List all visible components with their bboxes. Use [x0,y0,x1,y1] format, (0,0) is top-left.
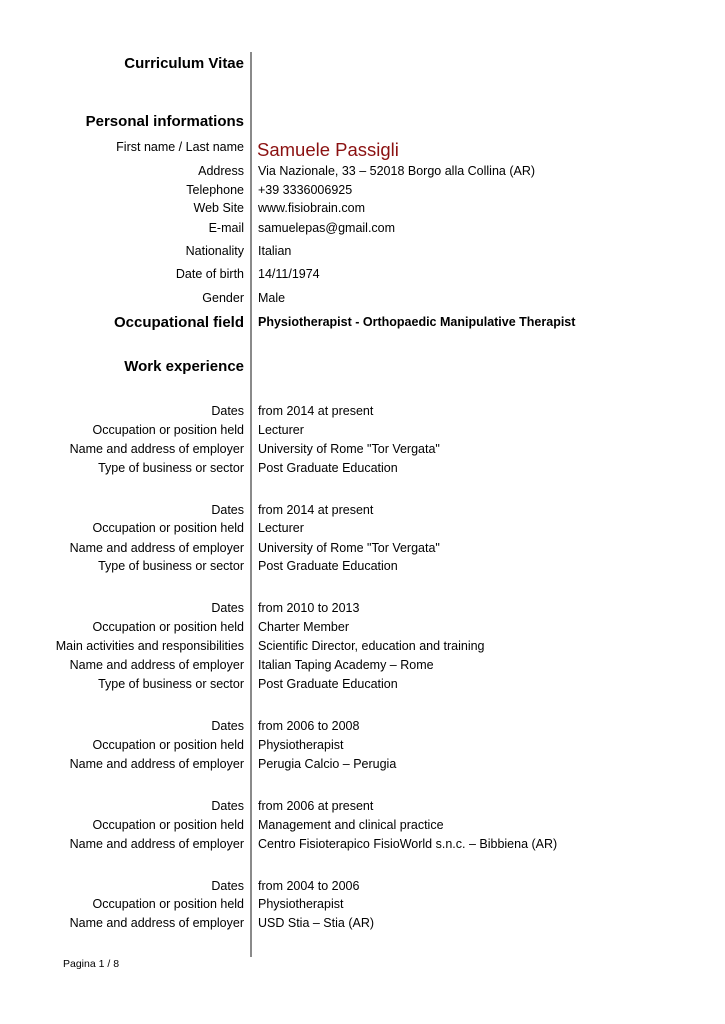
cv-title: Curriculum Vitae [124,55,244,72]
occupational-value: Physiotherapist - Orthopaedic Manipulative Therapist [258,315,576,329]
email-label: E-mail [208,221,244,235]
gender-value: Male [258,291,286,305]
employer-label: Name and address of employer [69,658,244,672]
work-dates: from 2014 at present [258,503,374,517]
nationality-value: Italian [258,244,292,258]
activities-label: Main activities and responsibilities [55,639,244,653]
dates-label: Dates [211,719,244,733]
work-business: Post Graduate Education [258,461,398,475]
work-occupation: Lecturer [258,521,304,535]
occupation-label: Occupation or position held [92,521,244,535]
dates-label: Dates [211,404,244,418]
work-occupation: Management and clinical practice [258,818,444,832]
dob-label: Date of birth [175,267,244,281]
work-employer: University of Rome "Tor Vergata" [258,541,440,555]
business-label: Type of business or sector [98,559,244,573]
nationality-label: Nationality [185,244,244,258]
business-label: Type of business or sector [98,677,244,691]
name-label: First name / Last name [116,140,244,154]
column-divider [250,52,252,957]
work-business: Post Graduate Education [258,559,398,573]
work-dates: from 2014 at present [258,404,374,418]
telephone-label: Telephone [186,183,244,197]
personal-heading: Personal informations [85,113,244,130]
occupation-label: Occupation or position held [92,897,244,911]
work-dates: from 2010 to 2013 [258,601,360,615]
website-value: www.fisiobrain.com [258,201,365,215]
employer-label: Name and address of employer [69,757,244,771]
work-occupation: Physiotherapist [258,897,344,911]
work-occupation: Charter Member [258,620,349,634]
work-occupation: Physiotherapist [258,738,344,752]
dob-value: 14/11/1974 [258,267,320,281]
work-employer: Italian Taping Academy – Rome [258,658,434,672]
work-dates: from 2004 to 2006 [258,879,360,893]
dates-label: Dates [211,601,244,615]
occupation-label: Occupation or position held [92,738,244,752]
dates-label: Dates [211,799,244,813]
page-number: Pagina 1 / 8 [63,958,120,970]
person-name: Samuele Passigli [257,139,399,160]
website-label: Web Site [193,201,244,215]
telephone-value: +39 3336006925 [258,183,353,197]
work-business: Post Graduate Education [258,677,398,691]
occupation-label: Occupation or position held [92,818,244,832]
gender-label: Gender [202,291,244,305]
dates-label: Dates [211,879,244,893]
employer-label: Name and address of employer [69,442,244,456]
dates-label: Dates [211,503,244,517]
employer-label: Name and address of employer [69,916,244,930]
email-value: samuelepas@gmail.com [258,221,396,235]
work-heading: Work experience [124,358,244,375]
work-occupation: Lecturer [258,423,304,437]
work-activities: Scientific Director, education and training [258,639,485,653]
occupation-label: Occupation or position held [92,423,244,437]
occupational-heading: Occupational field [113,314,244,331]
address-value: Via Nazionale, 33 – 52018 Borgo alla Collina (AR) [258,164,536,178]
employer-label: Name and address of employer [69,837,244,851]
work-employer: University of Rome "Tor Vergata" [258,442,440,456]
work-employer: Perugia Calcio – Perugia [258,757,397,771]
work-employer: Centro Fisioterapico FisioWorld s.n.c. – Bibbiena (AR) [258,837,558,851]
business-label: Type of business or sector [98,461,244,475]
work-dates: from 2006 to 2008 [258,719,360,733]
address-label: Address [198,164,244,178]
work-dates: from 2006 at present [258,799,374,813]
occupation-label: Occupation or position held [92,620,244,634]
work-employer: USD Stia – Stia (AR) [258,916,375,930]
employer-label: Name and address of employer [69,541,244,555]
